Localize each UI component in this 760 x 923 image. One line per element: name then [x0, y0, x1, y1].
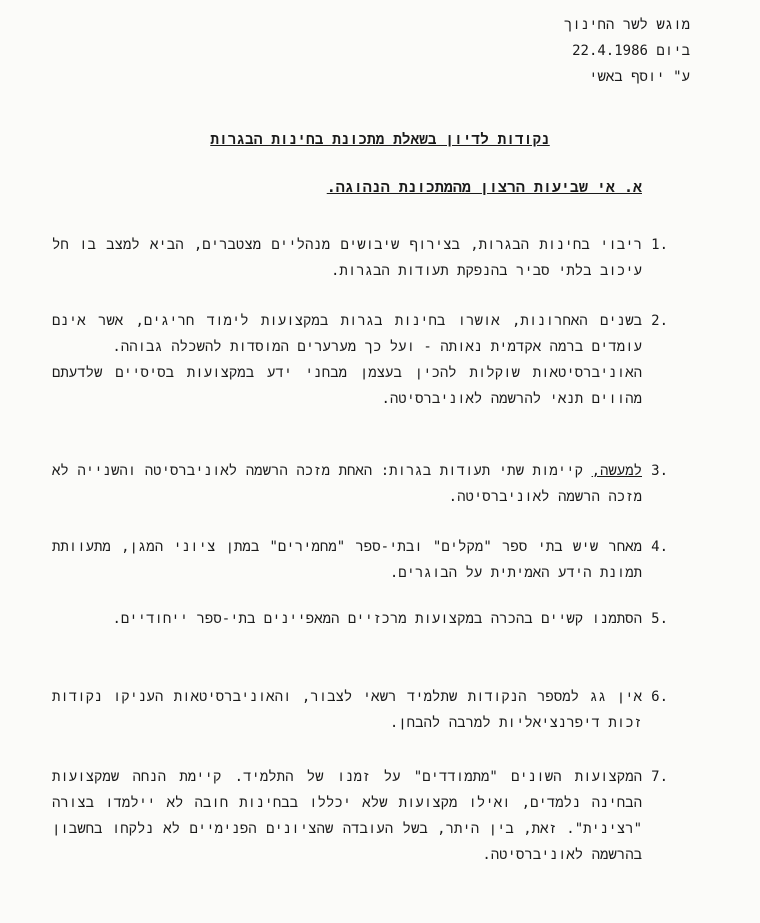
list-item-2 [52, 308, 668, 412]
item-number: .4 [651, 539, 668, 555]
recipient-line: מוגש לשר החינוך [563, 17, 690, 33]
list-item-4 [52, 534, 668, 586]
item-number: .3 [651, 463, 668, 479]
letter-header [564, 12, 690, 90]
item-body: קיימות שתי תעודות בגרות: האחת מזכה הרשמה לאוניברסיטה והשנייה לא מזכה הרשמה לאוניברסיטה. [52, 463, 642, 505]
item-number: .1 [651, 237, 668, 253]
list-item-5 [52, 606, 668, 632]
item-text: ריבוי בחינות הבגרות, בצירוף שיבושים מנהליים מצטברים, הביא למצב בו חל עיכוב בלתי סביר בהנפקת תעודות הבגרות. [52, 237, 642, 279]
list-item-6 [52, 684, 668, 736]
date-value: 22.4.1986 [572, 43, 648, 59]
item-lead-word: למעשה, [591, 463, 642, 479]
date-prefix: ביום [656, 43, 690, 59]
item-text: בשנים האחרונות, אושרו בחינות בגרות במקצועות לימוד חריגים, אשר אינם עומדים ברמה אקדמית נאותה - ועל כך מערערים המוסדות להשכלה גבוהה. [52, 313, 642, 355]
section-heading-a: א. אי שביעות הרצון מהמתכונת הנהוגה. [326, 178, 642, 196]
item-text: מאחר שיש בתי ספר "מקלים" ובתי-ספר "מחמירים" במתן ציוני המגן, מתעוותת תמונת הידע האמיתית על הבוגרים. [52, 539, 642, 581]
list-item-3 [52, 458, 668, 510]
author-line: ע" יוסף באשי [589, 69, 690, 85]
item-number: .6 [651, 689, 668, 705]
item-number: .5 [651, 611, 668, 627]
item-text [52, 458, 642, 510]
item-number: .7 [651, 769, 668, 785]
item-text-continued: האוניברסיטאות שוקלות להכין בעצמן מבחני ידע במקצועות בסיסיים שלדעתם מהווים תנאי להרשמה לאוניברסיטה. [52, 365, 642, 407]
item-text: המקצועות השונים "מתמודדים" על זמנו של התלמיד. קיימת הנחה שמקצועות הבחינה נלמדים, ואילו מקצועות שלא יכללו בבחינות חובה לא יילמדו בצורה "רצינית". זאת, בין היתר, בשל העובדה שהציונים הפנימיים לא נלקחו בחשבון בהרשמה לאוניברסיטה. [52, 769, 642, 863]
date-line [564, 38, 690, 64]
list-item-7 [52, 764, 668, 868]
item-number: .2 [651, 313, 668, 329]
list-item-1 [52, 232, 668, 284]
document-title: נקודות לדיון בשאלת מתכונת בחינות הבגרות [210, 132, 550, 148]
item-text: הסתמנו קשיים בהכרה במקצועות מרכזיים המאפיינים בתי-ספר ייחודיים. [112, 611, 642, 627]
item-text: אין גג למספר הנקודות שתלמיד רשאי לצבור, והאוניברסיטאות העניקו נקודות זכות דיפרנציאליות למרבה להבחן. [52, 689, 642, 731]
